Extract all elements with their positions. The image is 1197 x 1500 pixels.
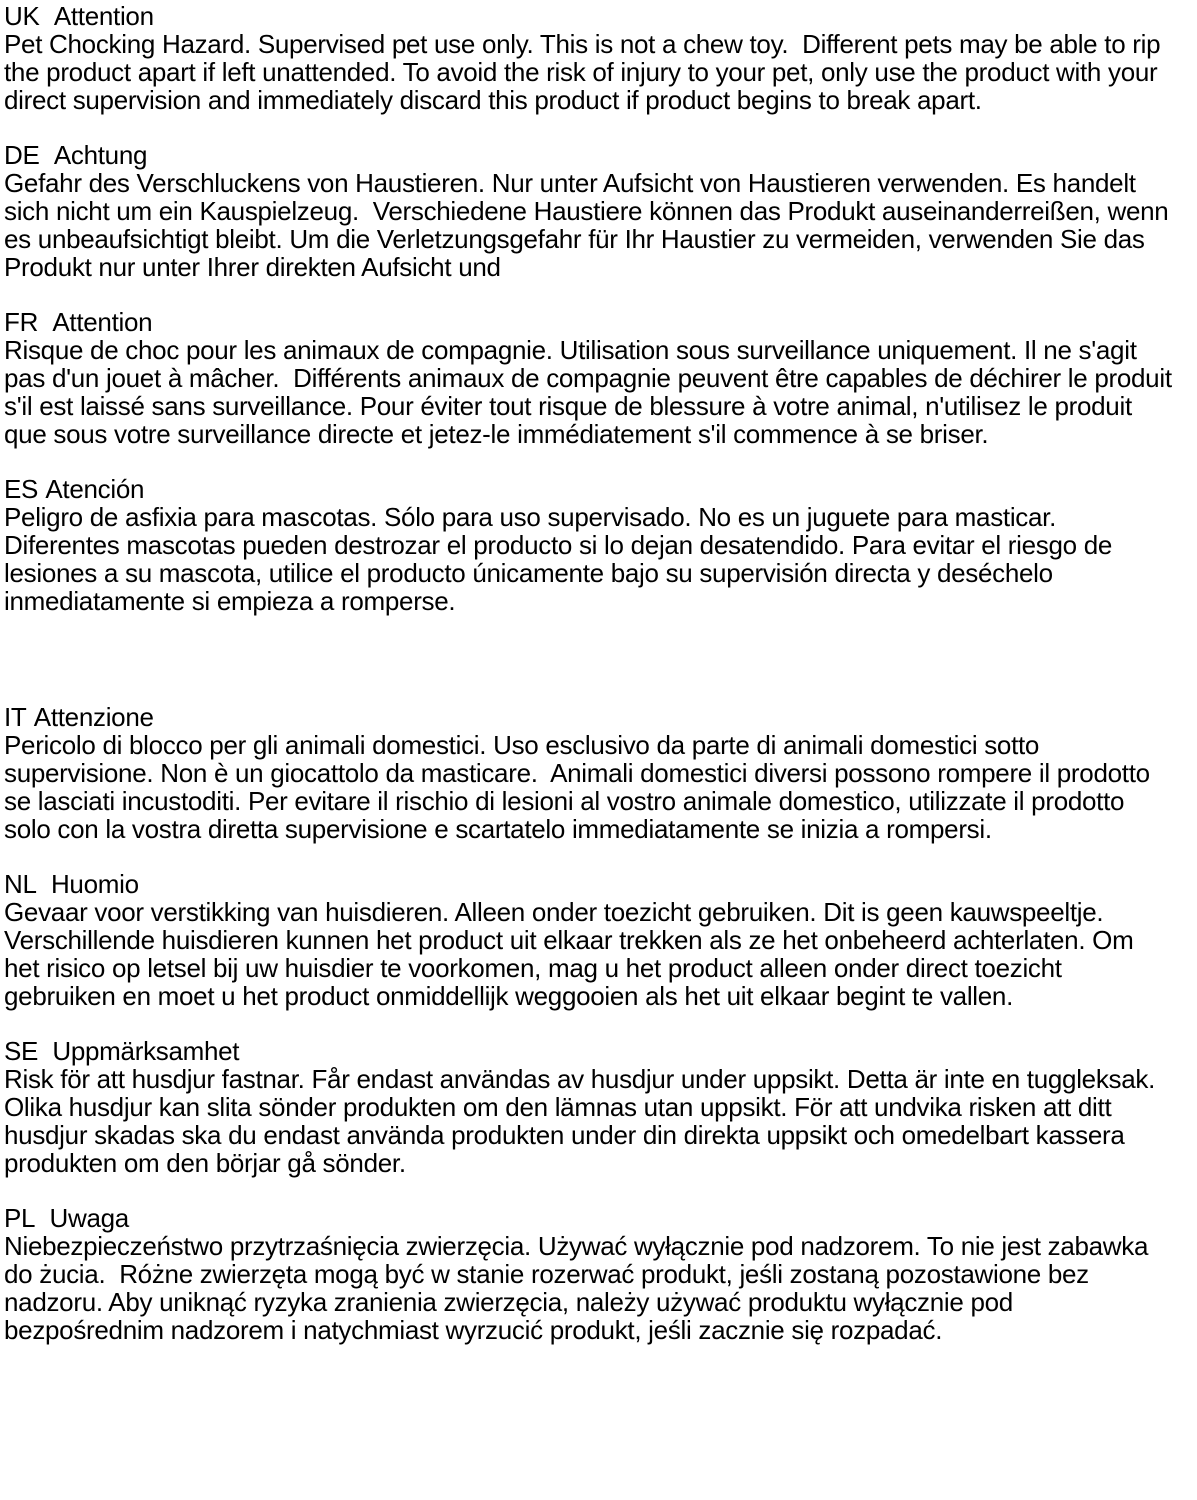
warning-section-uk	[4, 2, 1173, 114]
section-heading-es	[4, 475, 1173, 503]
warning-section-de	[4, 140, 1176, 282]
warning-section-es	[4, 475, 1173, 615]
warning-section-it	[4, 703, 1173, 843]
warning-text-pl: Niebezpieczeństwo przytrzaśnięcia zwierzęcia. Używać wyłącznie pod nadzorem. To nie jest zabawka do żucia. Różne zwierzęta mogą być w stanie rozerwać produkt, jeśli zostaną pozostawione bez nadzoru. Aby uniknąć ryzyka zranienia zwierzęcia, należy używać produktu wyłącznie pod bezpośrednim nadzorem i natychmiast wyrzucić produkt, jeśli zacznie się rozpadać.	[4, 1231, 1156, 1345]
language-code: DE	[4, 140, 40, 170]
section-title: Atención	[45, 474, 145, 504]
section-heading-nl	[4, 870, 1173, 898]
language-code: ES	[4, 474, 39, 504]
section-title: Attention	[52, 307, 153, 337]
section-title: Attenzione	[33, 702, 154, 732]
section-heading-it	[4, 703, 1173, 731]
section-title: Huomio	[50, 869, 139, 899]
warning-section-pl	[4, 1204, 1173, 1344]
section-heading-se	[4, 1037, 1173, 1065]
warning-text-se: Risk för att husdjur fastnar. Får endast användas av husdjur under uppsikt. Detta är inte en tuggleksak. Olika husdjur kan slita sönder produkten om den lämnas utan uppsikt. För att undvika risken att ditt husdjur skadas ska du endast använda produkten under din direkta uppsikt och omedelbart kassera produkten om den börjar gå sönder.	[4, 1064, 1169, 1178]
language-code: FR	[4, 307, 39, 337]
section-heading-pl	[4, 1204, 1173, 1232]
section-title: Achtung	[53, 140, 148, 170]
language-code: NL	[4, 869, 37, 899]
warning-document	[4, 1, 1179, 1345]
language-code: UK	[4, 1, 40, 31]
warning-text-uk: Pet Chocking Hazard. Supervised pet use only. This is not a chew toy. Different pets may be able to rip the product apart if left unattended. To avoid the risk of injury to your pet, only use the product with your direct supervision and immediately discard this product if product begins to break apart.	[4, 29, 1168, 115]
warning-text-es: Peligro de asfixia para mascotas. Sólo para uso supervisado. No es un juguete para masticar. Diferentes mascotas pueden destrozar el producto si lo dejan desatendido. Para evitar el riesgo de lesiones a su mascota, utilice el producto únicamente bajo su supervisión directa y deséchelo inmediatamente si empieza a romperse.	[4, 502, 1119, 616]
language-code: SE	[4, 1036, 39, 1066]
section-heading-de	[4, 141, 1173, 169]
warning-text-nl: Gevaar voor verstikking van huisdieren. Alleen onder toezicht gebruiken. Dit is geen kauwspeeltje. Verschillende huisdieren kunnen het product uit elkaar trekken als ze het onbeheerd achterlaten. Om het risico op letsel bij uw huisdier te voorkomen, mag u het product alleen onder direct toezicht gebruiken en moet u het product onmiddellijk weggooien als het uit elkaar begint te vallen.	[4, 897, 1141, 1011]
language-code: PL	[4, 1203, 36, 1233]
warning-section-se	[4, 1037, 1173, 1177]
warning-text-it: Pericolo di blocco per gli animali domestici. Uso esclusivo da parte di animali domestici sotto supervisione. Non è un giocattolo da masticare. Animali domestici diversi possono rompere il prodotto se lasciati incustoditi. Per evitare il rischio di lesioni al vostro animale domestico, utilizzate il prodotto solo con la vostra diretta supervisione e scartatelo immediatamente se inizia a rompersi.	[4, 730, 1157, 844]
warning-text-fr: Risque de choc pour les animaux de compagnie. Utilisation sous surveillance uniquement. Il ne s'agit pas d'un jouet à mâcher. Différents animaux de compagnie peuvent être capables de déchirer le produit s'il est laissé sans surveillance. Pour éviter tout risque de blessure à votre animal, n'utilisez le produit que sous votre surveillance directe et jetez-le immédiatement s'il commence à se briser.	[4, 335, 1179, 449]
warning-section-fr	[4, 307, 1179, 449]
section-title: Attention	[53, 1, 154, 31]
warning-text-de: Gefahr des Verschluckens von Haustieren. Nur unter Aufsicht von Haustieren verwenden. Es handelt sich nicht um ein Kauspielzeug. Verschiedene Haustiere können das Produkt auseinanderreißen, wenn es unbeaufsichtigt bleibt. Um die Verletzungsgefahr für Ihr Haustier zu vermeiden, verwenden Sie das Produkt nur unter Ihrer direkten Aufsicht und	[4, 168, 1176, 282]
language-code: IT	[4, 702, 27, 732]
section-heading-uk	[4, 2, 1173, 30]
warning-section-nl	[4, 870, 1173, 1010]
section-heading-fr	[4, 308, 1173, 336]
section-title: Uppmärksamhet	[52, 1036, 240, 1066]
section-title: Uwaga	[49, 1203, 129, 1233]
